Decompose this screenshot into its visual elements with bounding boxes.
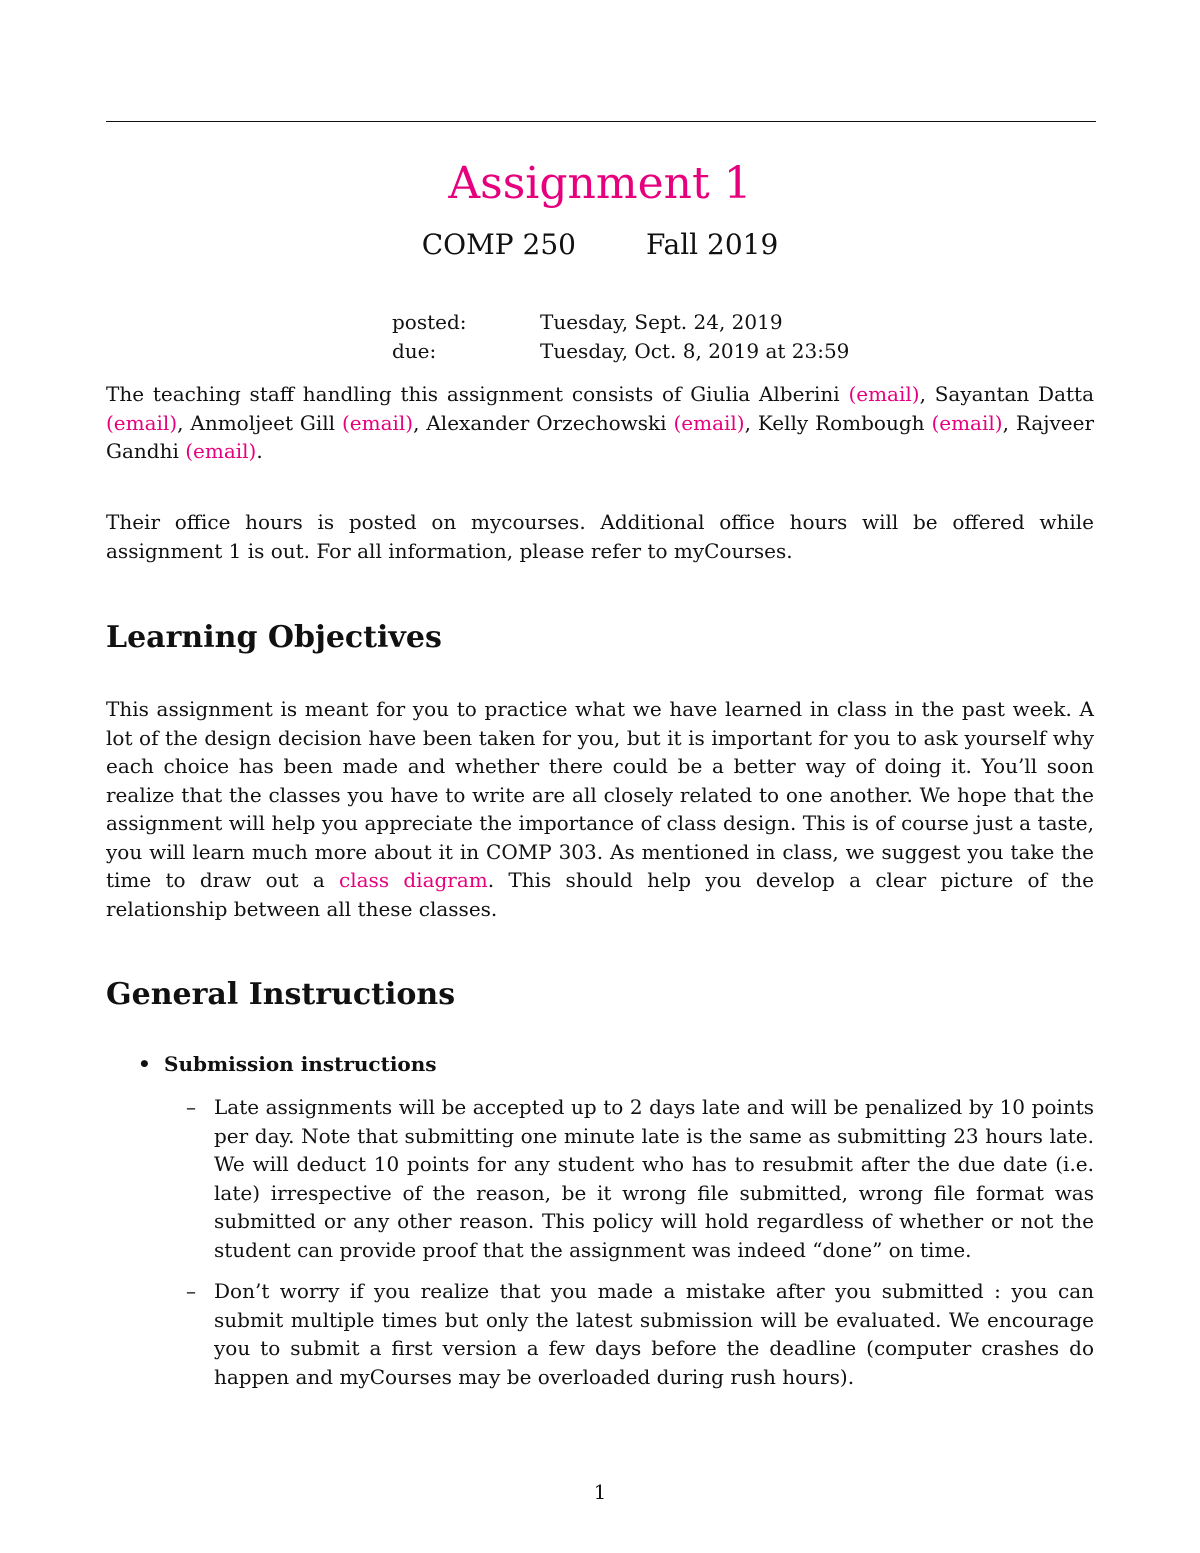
staff-member-name: Anmoljeet Gill [190,410,336,435]
bullet-title: Submission instructions [164,1052,437,1076]
staff-member-name: Kelly Rombough [757,410,925,435]
email-link[interactable]: (email) [185,439,257,463]
staff-intro: The teaching staff handling this assignment consists of [106,382,691,406]
instruction-item [186,1277,1094,1391]
document-title: Assignment 1 [448,158,752,209]
email-link[interactable]: (email) [106,410,178,435]
learning-objectives-paragraph [106,695,1094,923]
staff-member-name: Giulia Alberini [690,382,840,406]
instruction-item [186,1093,1094,1264]
submission-instructions-bullet [138,1050,437,1078]
due-row [392,337,849,366]
posted-value: Tuesday, Sept. 24, 2019 [540,310,783,334]
due-label: due: [392,339,437,363]
learning-objectives-heading: Learning Objectives [106,620,442,655]
dash-icon: – [186,1279,196,1303]
email-link[interactable]: (email) [341,410,414,435]
class-diagram-link[interactable]: class diagram [339,868,488,892]
due-value: Tuesday, Oct. 8, 2019 at 23:59 [540,339,850,363]
staff-member-name: Rajveer Gandhi [106,410,1095,463]
general-instructions-heading: General Instructions [106,977,456,1012]
course-line [0,228,1200,262]
course-term: Fall 2019 [645,228,779,261]
staff-member-name: Sayantan Datta [934,382,1095,406]
email-link[interactable]: (email) [848,382,920,406]
email-link[interactable]: (email) [673,410,745,435]
office-hours-paragraph: Their office hours is posted on mycourses. Additional office hours will be offered while assignment 1 is out. For all information, please refer to myCourses. [106,510,1094,563]
bullet-icon: • [138,1052,151,1076]
top-rule [106,121,1096,122]
dates-table [392,308,849,366]
instruction-text: Don’t worry if you realize that you made a mistake after you submitted : you can submit multiple times but only the latest submission will be evaluated. We encourage you to submit a first version a few days before the deadline (computer crashes do happen and myCourses may be overloaded during rush hours). [214,1279,1094,1389]
instruction-text: Late assignments will be accepted up to 2 days late and will be penalized by 10 points per day. Note that submitting one minute late is the same as submitting 23 hours late. We will deduct 10 points for any student who has to resubmit after the due date (i.e. late) irrespective of the reason, be it wrong file submitted, wrong file format was submitted or any other reason. This policy will hold regardless of whether or not the student can provide proof that the assignment was indeed “done” on time. [214,1095,1094,1262]
posted-label: posted: [392,310,467,334]
objectives-text-end: . This should help you develop a clear picture of the relationship between all these classes. [106,868,1095,921]
email-link[interactable]: (email) [931,410,1003,435]
course-code: COMP 250 [421,228,576,261]
posted-row [392,308,849,337]
staff-member-name: Alexander Orzechowski [426,410,667,435]
objectives-text: This assignment is meant for you to practice what we have learned in class in the past week. A lot of the design decision have been taken for you, but it is important for you to ask yourself why each choice has been made and whether there could be a better way of doing it. You’ll soon realize that the classes you have to write are all closely related to one another. We hope that the assignment will help you appreciate the importance of class design. This is of course just a taste, you will learn much more about it in COMP 303. As mentioned in class, we suggest you take the time to draw out a [106,697,1094,892]
dash-icon: – [186,1095,196,1119]
staff-paragraph: The teaching staff handling this assignment consists of Giulia Alberini (email), Sayantan Datta (email), Anmoljeet Gill (email), Alexander Orzechowski (email), Kelly Rombough (email), Rajveer Gandhi (email). [106,382,1095,463]
page-number: 1 [593,1480,607,1504]
